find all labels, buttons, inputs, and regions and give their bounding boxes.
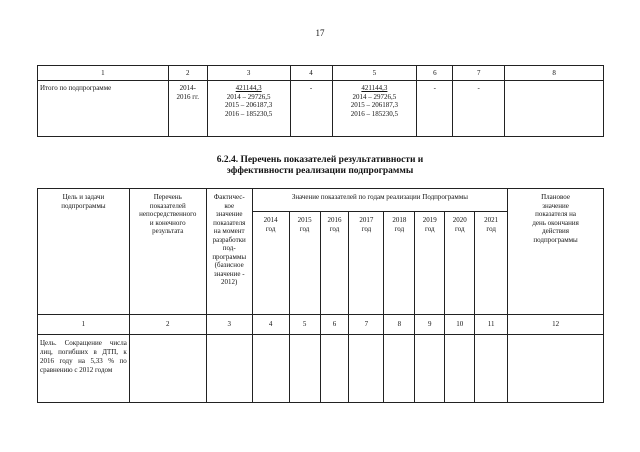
table1-header-cell: 8 [505, 66, 604, 81]
funding-year: 2015 – 206187,3 [350, 101, 399, 109]
header-line: результата [152, 227, 184, 235]
header-line: (базисное [214, 261, 244, 269]
funding-cell-3 [207, 81, 290, 137]
funding-year: 2014 – 29726,5 [352, 92, 397, 101]
column-number: 11 [475, 315, 508, 335]
col-values-header: Значение показателей по годам реализации Подпрограммы [252, 189, 507, 212]
year-label: 2014 [263, 216, 278, 224]
column-number: 3 [206, 315, 252, 335]
year-label: 2017 [359, 216, 374, 224]
column-number: 1 [38, 315, 130, 335]
empty-cell [129, 335, 206, 403]
period-line: 2014- [179, 84, 196, 92]
indicators-table [37, 188, 604, 403]
year-header [320, 212, 349, 315]
year-label: 2016 [327, 216, 342, 224]
year-unit: год [486, 224, 496, 233]
year-header [289, 212, 320, 315]
total-label: Итого по подпрограмме [38, 81, 169, 137]
empty-cell [252, 335, 289, 403]
col-goals-header [38, 189, 130, 315]
table1-header-cell: 6 [417, 66, 453, 81]
year-label: 2020 [452, 216, 467, 224]
header-line: Фактичес- [213, 193, 245, 201]
header-line: день окончания [532, 218, 579, 227]
year-header [475, 212, 508, 315]
table2-header-row [38, 189, 604, 212]
year-unit: год [394, 224, 405, 233]
table1-header-cell: 3 [207, 66, 290, 81]
empty-cell [349, 335, 384, 403]
header-line: на момент [213, 227, 245, 235]
column-number: 2 [129, 315, 206, 335]
year-label: 2019 [422, 216, 437, 224]
year-label: 2018 [392, 216, 407, 224]
year-label: 2015 [297, 216, 312, 224]
column-number: 10 [445, 315, 475, 335]
header-line: значение - [213, 269, 245, 278]
section-title [0, 155, 640, 177]
year-header [252, 212, 289, 315]
cell-4: - [290, 81, 332, 137]
table1-total-row [38, 81, 604, 137]
period-line: 2016 гг. [176, 92, 199, 101]
cell-7: - [453, 81, 505, 137]
col-actual-header [206, 189, 252, 315]
funding-year: 2016 – 185230,5 [350, 109, 399, 118]
table1-header-cell: 1 [38, 66, 169, 81]
funding-total: 421144,3 [361, 84, 388, 92]
column-number: 4 [252, 315, 289, 335]
empty-cell [415, 335, 445, 403]
empty-cell [206, 335, 252, 403]
empty-cell [384, 335, 415, 403]
year-header [384, 212, 415, 315]
header-line: показателя [213, 218, 246, 227]
year-label: 2021 [484, 216, 499, 224]
header-line: кое [224, 201, 235, 210]
header-line: непосредственного [139, 210, 197, 218]
table1-header-cell: 4 [290, 66, 332, 81]
header-line: значение [542, 201, 569, 210]
year-unit: год [265, 224, 276, 233]
column-number: 9 [415, 315, 445, 335]
year-unit: год [425, 224, 435, 233]
header-line: показателей [149, 201, 186, 210]
year-header [349, 212, 384, 315]
year-unit: год [454, 224, 465, 233]
header-line: значение [215, 210, 243, 218]
year-unit: год [329, 224, 340, 233]
header-line: подпрограммы [61, 201, 106, 210]
section-title-line: 6.2.4. Перечень показателей результативности и [216, 155, 424, 165]
header-line: Цель и задачи [62, 193, 105, 201]
empty-cell [475, 335, 508, 403]
funding-cell-5 [332, 81, 417, 137]
col-indicators-header [129, 189, 206, 315]
funding-year: 2014 – 29726,5 [226, 92, 271, 101]
table2-goal-row [38, 335, 604, 403]
header-line: Плановое [541, 193, 570, 201]
column-number: 12 [508, 315, 604, 335]
table2-number-row [38, 315, 604, 335]
empty-cell [320, 335, 349, 403]
header-line: действия [542, 227, 569, 235]
section-title-line: эффективности реализации подпрограммы [226, 166, 414, 176]
goal-cell: Цель. Сокращение числа лиц, погибших в ДТП, к 2016 году на 5,33 % по сравнению с 2012 годом [38, 335, 130, 403]
period-cell [168, 81, 207, 137]
header-line: подпрограммы [533, 235, 578, 244]
table1-header-cell: 7 [453, 66, 505, 81]
table1-header-cell: 2 [168, 66, 207, 81]
header-line: разработки [212, 235, 246, 244]
column-number: 5 [289, 315, 320, 335]
funding-year: 2016 – 185230,5 [225, 109, 273, 118]
column-number: 8 [384, 315, 415, 335]
table1-header-cell: 5 [332, 66, 417, 81]
funding-year: 2015 – 206187,3 [225, 101, 273, 109]
header-line: показателя на [535, 210, 576, 218]
empty-cell [289, 335, 320, 403]
header-line: и конечного [149, 218, 186, 227]
subprogram-total-table [37, 65, 604, 137]
year-header [445, 212, 475, 315]
year-unit: год [299, 224, 310, 233]
cell-6: - [417, 81, 453, 137]
header-line: программы [212, 252, 247, 261]
column-number: 6 [320, 315, 349, 335]
cell-8 [505, 81, 604, 137]
year-unit: год [361, 224, 372, 233]
header-line: под- [222, 244, 236, 252]
table1-header-row [38, 66, 604, 81]
header-line: 2012) [221, 278, 238, 286]
funding-total: 421144,3 [235, 84, 262, 92]
col-planned-header [508, 189, 604, 315]
page-number: 17 [315, 28, 325, 38]
year-header [415, 212, 445, 315]
column-number: 7 [349, 315, 384, 335]
header-line: Перечень [153, 193, 182, 201]
empty-cell [508, 335, 604, 403]
empty-cell [445, 335, 475, 403]
